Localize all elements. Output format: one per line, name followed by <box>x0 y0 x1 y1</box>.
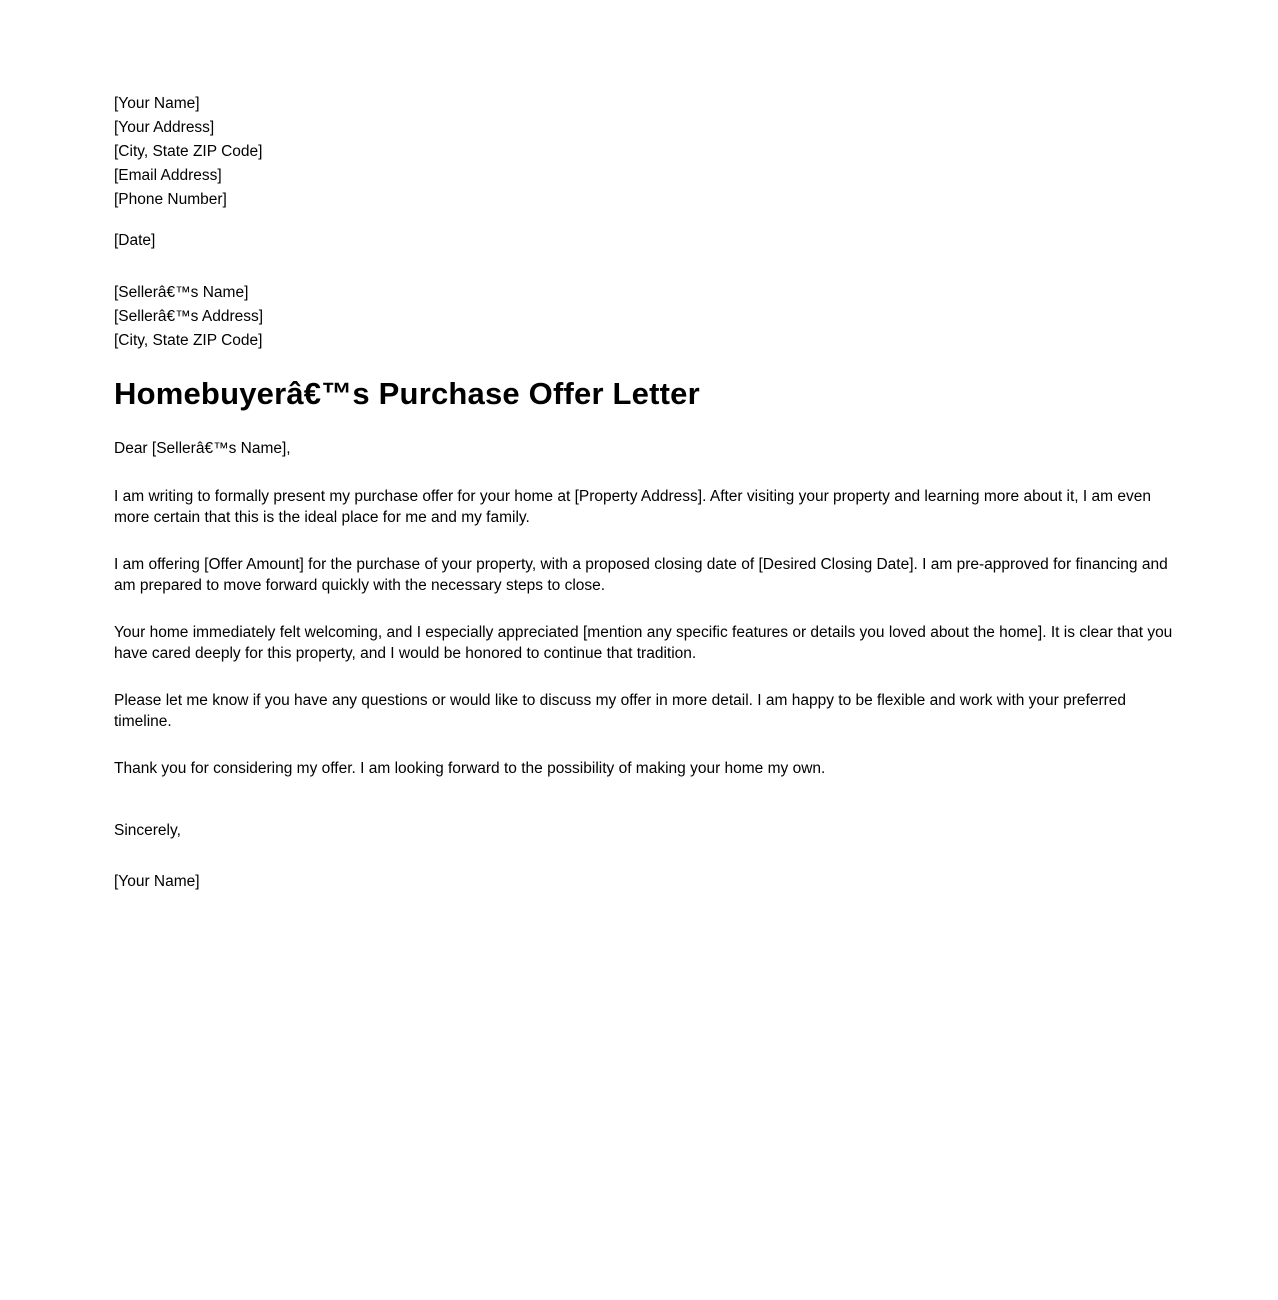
signature: [Your Name] <box>114 873 200 890</box>
body-paragraph: Please let me know if you have any questions or would like to discuss my offer in more detail. I am happy to be flexible and work with your preferred timeline. <box>114 692 1127 730</box>
sender-address: [Your Address] <box>114 119 215 136</box>
sender-name: [Your Name] <box>114 95 200 112</box>
sender-phone: [Phone Number] <box>114 191 227 208</box>
recipient-city-state-zip: [City, State ZIP Code] <box>114 332 263 349</box>
body-paragraph: I am offering [Offer Amount] for the purchase of your property, with a proposed closing date of [Desired Closing Date]. I am pre-approved for financing and am prepared to move forward quickly with the necessary steps to close. <box>114 556 1168 594</box>
recipient-address: [Sellerâ€™s Address] <box>114 308 264 325</box>
body-paragraph: Thank you for considering my offer. I am looking forward to the possibility of making your home my own. <box>114 760 826 777</box>
letter-date: [Date] <box>114 232 156 249</box>
salutation: Dear [Sellerâ€™s Name], <box>114 440 291 457</box>
sender-email: [Email Address] <box>114 167 222 184</box>
body-paragraph: I am writing to formally present my purchase offer for your home at [Property Address]. After visiting your property and learning more about it, I am even more certain that this is the ideal place for me and my family. <box>114 488 1151 526</box>
sender-city-state-zip: [City, State ZIP Code] <box>114 143 263 160</box>
recipient-name: [Sellerâ€™s Name] <box>114 284 249 301</box>
page-title: Homebuyerâ€™s Purchase Offer Letter <box>114 376 700 411</box>
closing: Sincerely, <box>114 822 181 839</box>
body-paragraph: Your home immediately felt welcoming, and I especially appreciated [mention any specific features or details you loved about the home]. It is clear that you have cared deeply for this property, and I would be honored to continue that tradition. <box>114 624 1173 662</box>
